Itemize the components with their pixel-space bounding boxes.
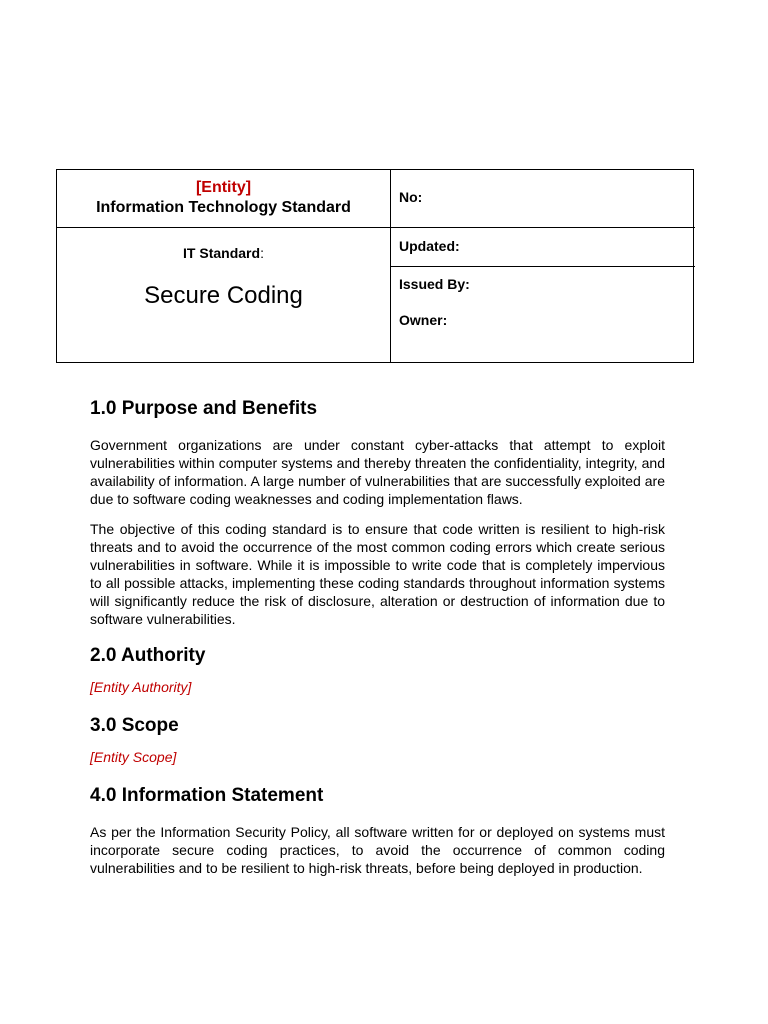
table-divider-right-1 <box>390 227 695 228</box>
authority-placeholder: [Entity Authority] <box>90 679 192 695</box>
document-body <box>90 395 665 877</box>
standard-title: Information Technology Standard <box>96 199 351 216</box>
table-divider-left <box>57 227 391 228</box>
owner-label: Owner: <box>399 312 448 328</box>
it-standard-label <box>57 245 390 261</box>
header-table <box>56 169 694 363</box>
section-heading-scope: 3.0 Scope <box>90 715 179 736</box>
scope-placeholder: [Entity Scope] <box>90 749 177 765</box>
updated-label: Updated: <box>399 238 460 254</box>
section-heading-purpose: 1.0 Purpose and Benefits <box>90 398 318 419</box>
no-label: No: <box>399 189 423 205</box>
table-divider-right-2 <box>390 266 695 267</box>
entity-tag: [Entity] <box>195 179 252 196</box>
issued-by-label: Issued By: <box>399 276 470 292</box>
it-standard-text: IT Standard <box>183 245 261 261</box>
section-heading-authority: 2.0 Authority <box>90 645 206 666</box>
purpose-paragraph-1: Government organizations are under constant cyber-attacks that attempt to exploit vulnerabilities within computer systems and thereby threaten the confidentiality, integrity, and availability of information. A large number of vulnerabilities that are successfully exploited are due to software coding weaknesses and coding implementation flaws. <box>90 437 665 507</box>
it-standard-colon: : <box>260 245 264 261</box>
section-heading-information-statement: 4.0 Information Statement <box>90 785 324 806</box>
information-statement-paragraph: As per the Information Security Policy, all software written for or deployed on systems must incorporate secure coding practices, to avoid the occurrence of common coding vulnerabilities and to be resilient to high-risk threats, before being deployed in production. <box>90 824 665 876</box>
purpose-paragraph-2: The objective of this coding standard is to ensure that code written is resilient to high-risk threats and to avoid the occurrence of the most common coding errors which create serious vulnerabilities in software. While it is impossible to write code that is completely impervious to all possible attacks, implementing these coding standards throughout information systems will significantly reduce the risk of disclosure, alteration or destruction of information due to software vulnerabilities. <box>90 521 665 627</box>
document-title: Secure Coding <box>144 282 303 309</box>
